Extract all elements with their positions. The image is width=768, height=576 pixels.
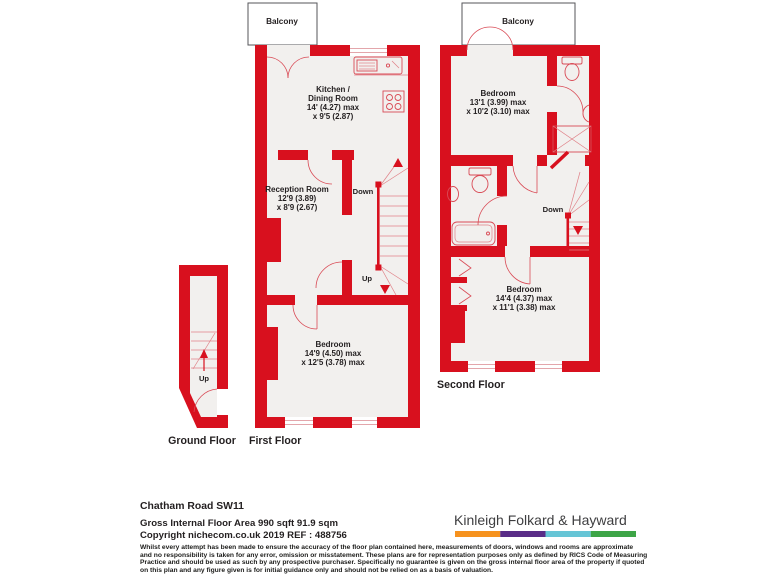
ground-floor-plan	[168, 265, 236, 447]
svg-text:13'1 (3.99) max: 13'1 (3.99) max	[469, 98, 527, 107]
svg-text:Reception Room: Reception Room	[265, 185, 329, 194]
copyright-text: Copyright nichecom.co.uk 2019 REF : 488756	[140, 530, 347, 541]
svg-text:Kitchen /: Kitchen /	[316, 85, 350, 94]
svg-text:14' (4.27) max: 14' (4.27) max	[306, 103, 360, 112]
svg-text:14'9 (4.50) max: 14'9 (4.50) max	[304, 349, 362, 358]
svg-text:x 8'9 (2.67): x 8'9 (2.67)	[276, 203, 318, 212]
disclaimer-line: on this plan and any figure given is for initial guidance only and should not be relied on as a basis of valuation.	[140, 566, 494, 574]
ground-floor-label: Ground Floor	[168, 435, 236, 447]
brand-color-bar	[455, 531, 636, 537]
first-floor-plan	[248, 3, 420, 447]
svg-text:x 10'2 (3.10) max: x 10'2 (3.10) max	[466, 107, 530, 116]
brand-bar-green	[591, 531, 636, 537]
address: Chatham Road SW11	[140, 501, 244, 512]
svg-text:x 12'5 (3.78) max: x 12'5 (3.78) max	[301, 358, 365, 367]
stairs-up-label: Up	[198, 374, 210, 383]
svg-text:Bedroom: Bedroom	[315, 340, 351, 349]
svg-text:Bedroom: Bedroom	[506, 285, 542, 294]
svg-text:Dining Room: Dining Room	[308, 94, 358, 103]
balcony-label: Balcony	[502, 17, 534, 26]
balcony-label: Balcony	[266, 17, 298, 26]
brand-bar-orange	[455, 531, 500, 537]
brand-bar-cyan	[546, 531, 591, 537]
disclaimer-line: Whilst every attempt has been made to ensure the accuracy of the floor plan contained here, measurements of doors, windows and rooms are approximate	[140, 544, 634, 551]
stairs-down-label: Down	[542, 205, 564, 214]
brand-bar-purple	[500, 531, 545, 537]
window	[535, 361, 562, 372]
window	[352, 417, 377, 428]
disclaimer-line: and no responsibility is taken for any error, omission or misstatement. These plans are for representation purposes only as defined by RICS Code of Measuring	[140, 551, 648, 559]
second-floor-label: Second Floor	[437, 379, 505, 391]
svg-text:x 11'1 (3.38) max: x 11'1 (3.38) max	[492, 303, 556, 312]
window	[468, 361, 495, 372]
second-floor-plan	[437, 3, 600, 391]
disclaimer-line: Practice and should be used as such by any prospective purchaser. Specifically no guarantee is given on the gross internal floor area of the property if quoted	[140, 559, 645, 567]
agency-logo: Kinleigh Folkard & Hayward	[454, 512, 627, 528]
first-floor-label: First Floor	[249, 435, 302, 447]
svg-text:x 9'5 (2.87): x 9'5 (2.87)	[312, 112, 354, 121]
stairs-down-label: Down	[352, 187, 374, 196]
floor-area-text: Gross Internal Floor Area 990 sqft 91.9 sqm	[140, 518, 338, 529]
window	[350, 45, 387, 56]
window	[285, 417, 313, 428]
disclaimer-text	[140, 544, 665, 574]
svg-text:14'4 (4.37) max: 14'4 (4.37) max	[495, 294, 553, 303]
svg-text:12'9 (3.89): 12'9 (3.89)	[277, 194, 317, 203]
stairs-up-label: Up	[361, 274, 373, 283]
svg-text:Bedroom: Bedroom	[480, 89, 516, 98]
